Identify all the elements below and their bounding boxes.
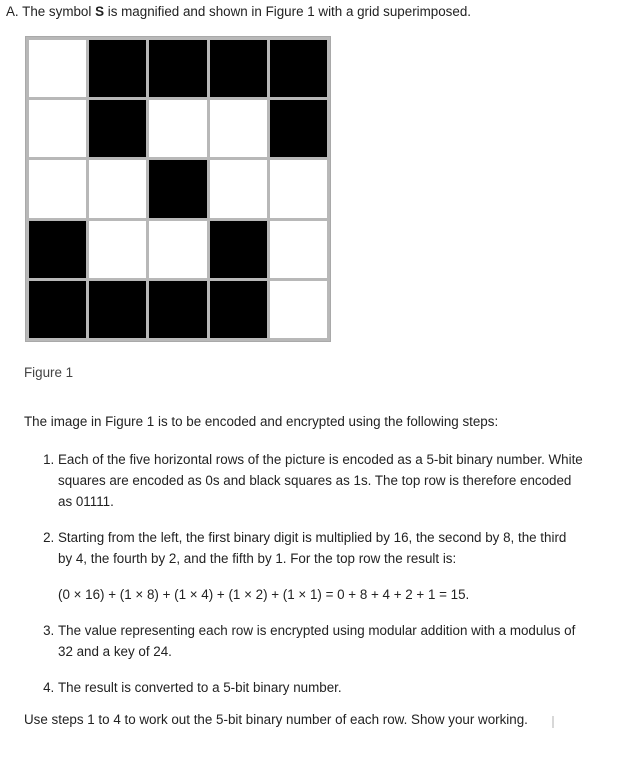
grid-cell-r3c1-white: [29, 160, 86, 217]
step-item: [58, 620, 584, 662]
step-text: Each of the five horizontal rows of the picture is encoded as a 5-bit binary number. White squares are encoded as 0s and black squares as 1s. The top row is therefore encoded as 01111.: [58, 452, 583, 509]
grid-cell-r5c2-black: [89, 281, 146, 338]
grid-cell-r4c2-white: [89, 221, 146, 278]
grid-cell-r2c4-white: [210, 100, 267, 157]
question-text-before: The symbol: [22, 4, 92, 19]
grid-cell-r2c5-black: [270, 100, 327, 157]
grid-cell-r4c3-white: [149, 221, 206, 278]
question-text-after: is magnified and shown in Figure 1 with a grid superimposed.: [107, 4, 471, 19]
grid-cell-r3c2-white: [89, 160, 146, 217]
step-text: The value representing each row is encrypted using modular addition with a modulus of 32 and a key of 24.: [58, 623, 576, 659]
grid-cell-r2c1-white: [29, 100, 86, 157]
grid-cell-r1c5-black: [270, 40, 327, 97]
grid-cell-r1c2-black: [89, 40, 146, 97]
step-item: [58, 677, 584, 698]
grid-cell-r1c4-black: [210, 40, 267, 97]
grid-cell-r3c3-black: [149, 160, 206, 217]
figure-grid: [25, 36, 331, 342]
grid-cell-r1c1-white: [29, 40, 86, 97]
step-text: The result is converted to a 5-bit binary number.: [58, 680, 342, 695]
step-item: [58, 527, 584, 605]
grid-cell-r3c5-white: [270, 160, 327, 217]
step-calculation: (0 × 16) + (1 × 8) + (1 × 4) + (1 × 2) + (1 × 1) = 0 + 8 + 4 + 2 + 1 = 15.: [58, 587, 470, 602]
question-label: A.: [6, 4, 19, 19]
edge-mark: [552, 716, 554, 728]
grid-cell-r2c3-white: [149, 100, 206, 157]
symbol-letter: S: [95, 4, 105, 19]
steps-list: [24, 449, 584, 713]
grid-cell-r4c1-black: [29, 221, 86, 278]
grid-cell-r1c3-black: [149, 40, 206, 97]
step-text: Starting from the left, the first binary digit is multiplied by 16, the second by 8, the third by 4, the fourth by 2, and the fifth by 1. For the top row the result is:: [58, 530, 567, 566]
grid-cell-r4c4-black: [210, 221, 267, 278]
grid-cell-r5c3-black: [149, 281, 206, 338]
step-item: [58, 449, 584, 512]
question-heading: [6, 4, 616, 20]
grid-cell-r4c5-white: [270, 221, 327, 278]
intro-text: The image in Figure 1 is to be encoded and encrypted using the following steps:: [24, 414, 499, 429]
grid-cell-r5c1-black: [29, 281, 86, 338]
grid-cell-r3c4-white: [210, 160, 267, 217]
grid-cell-r5c4-black: [210, 281, 267, 338]
grid-cell-r5c5-white: [270, 281, 327, 338]
grid-cell-r2c2-black: [89, 100, 146, 157]
closing-instruction: Use steps 1 to 4 to work out the 5-bit binary number of each row. Show your working.: [24, 712, 528, 727]
figure-caption: Figure 1: [24, 365, 74, 380]
